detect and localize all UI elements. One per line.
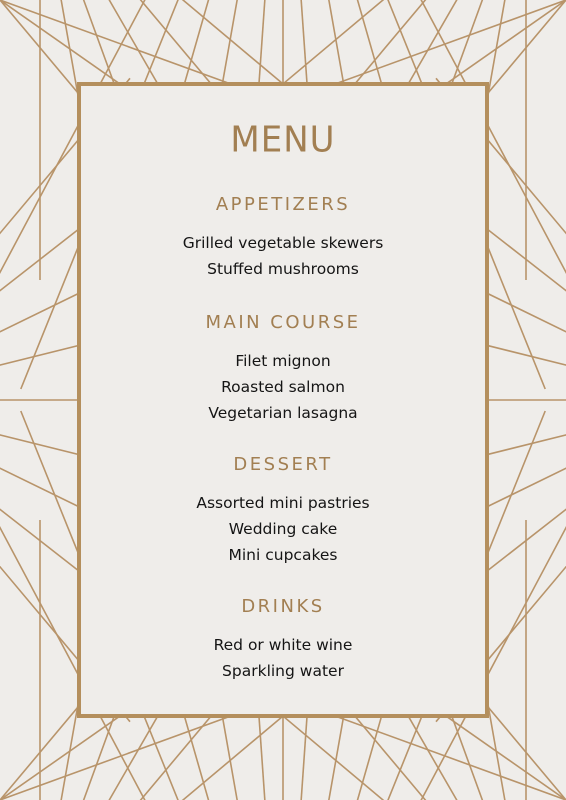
menu-item-list <box>81 348 485 426</box>
menu-item: Filet mignon <box>235 352 331 370</box>
menu-item-list <box>81 490 485 568</box>
section-appetizers <box>81 194 485 282</box>
menu-frame <box>77 82 489 718</box>
menu-item: Vegetarian lasagna <box>208 404 358 422</box>
menu-item-list <box>81 632 485 684</box>
menu-content <box>81 86 485 714</box>
section-heading: MAIN COURSE <box>205 312 361 333</box>
menu-item: Red or white wine <box>213 636 353 654</box>
menu-item: Assorted mini pastries <box>196 494 370 512</box>
section-heading: DESSERT <box>233 454 333 475</box>
menu-item: Mini cupcakes <box>228 546 338 564</box>
menu-item: Sparkling water <box>222 662 344 680</box>
menu-item: Grilled vegetable skewers <box>182 234 384 252</box>
section-dessert <box>81 454 485 568</box>
menu-item: Wedding cake <box>228 520 338 538</box>
section-heading: APPETIZERS <box>215 194 351 215</box>
menu-item-list <box>81 230 485 282</box>
menu-title: MENU <box>230 119 336 161</box>
section-drinks <box>81 596 485 684</box>
section-heading: DRINKS <box>241 596 325 617</box>
section-main-course <box>81 312 485 426</box>
menu-item: Roasted salmon <box>221 378 345 396</box>
menu-item: Stuffed mushrooms <box>207 260 359 278</box>
